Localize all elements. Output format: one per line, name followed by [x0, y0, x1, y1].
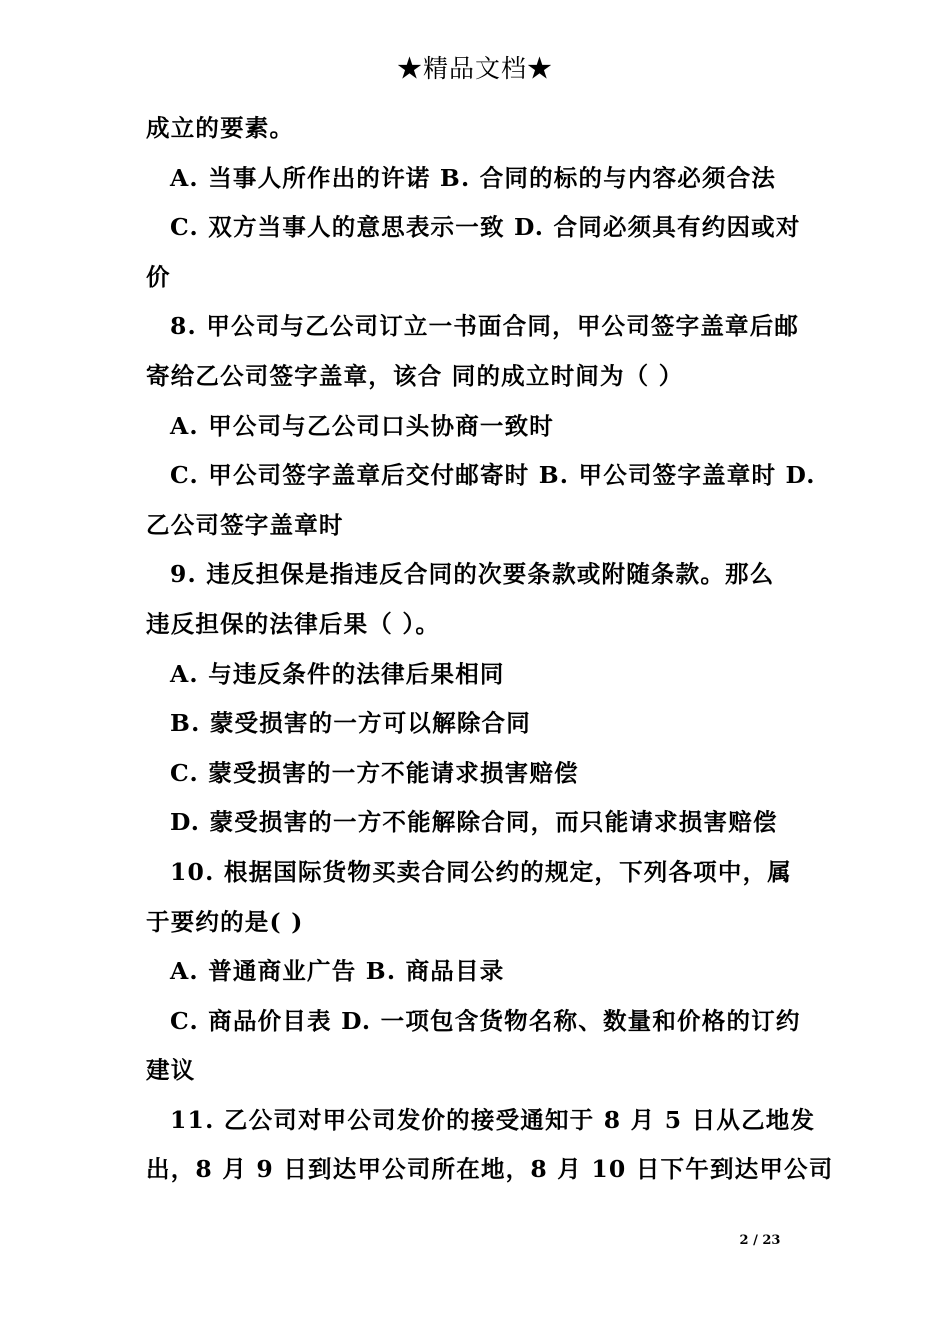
- text-line: 出，8 月 9 日到达甲公司所在地，8 月 10 日下午到达甲公司: [146, 1155, 834, 1184]
- text-line: A. 当事人所作出的许诺 B. 合同的标的与内容必须合法: [170, 163, 777, 192]
- text-line: C. 商品价目表 D. 一项包含货物名称、数量和价格的订约: [170, 1006, 801, 1035]
- document-header-title: ★精品文档★: [396, 54, 553, 83]
- document-body: [146, 104, 834, 1195]
- text-line: A. 普通商业广告 B. 商品目录: [170, 957, 505, 986]
- text-line: 8. 甲公司与乙公司订立一书面合同，甲公司签字盖章后邮: [170, 312, 800, 341]
- text-line: 于要约的是( ): [146, 907, 304, 936]
- text-line: 寄给乙公司签字盖章，该合 同的成立时间为（ ）: [146, 361, 684, 390]
- text-line: A. 甲公司与乙公司口头协商一致时: [170, 411, 554, 440]
- text-line: 成立的要素。: [146, 114, 295, 142]
- text-line: 价: [146, 262, 171, 291]
- text-line: B. 蒙受损害的一方可以解除合同: [170, 709, 531, 738]
- text-line: 建议: [146, 1056, 196, 1085]
- text-line: C. 双方当事人的意思表示一致 D. 合同必须具有约因或对: [170, 213, 801, 242]
- text-line: 9. 违反担保是指违反合同的次要条款或附随条款。那么: [170, 560, 775, 589]
- text-line: C. 甲公司签字盖章后交付邮寄时 B. 甲公司签字盖章时 D.: [170, 461, 816, 490]
- text-line: A. 与违反条件的法律后果相同: [170, 659, 505, 688]
- text-line: 10. 根据国际货物买卖合同公约的规定，下列各项中，属: [170, 857, 792, 886]
- text-line: D. 蒙受损害的一方不能解除合同，而只能请求损害赔偿: [170, 808, 778, 837]
- text-line: 11. 乙公司对甲公司发价的接受通知于 8 月 5 日从乙地发: [170, 1105, 816, 1134]
- page-indicator: 2 / 23: [739, 1233, 781, 1248]
- text-line: C. 蒙受损害的一方不能请求损害赔偿: [170, 758, 579, 787]
- text-line: 违反担保的法律后果（ ）。: [146, 609, 441, 638]
- text-line: 乙公司签字盖章时: [146, 510, 344, 539]
